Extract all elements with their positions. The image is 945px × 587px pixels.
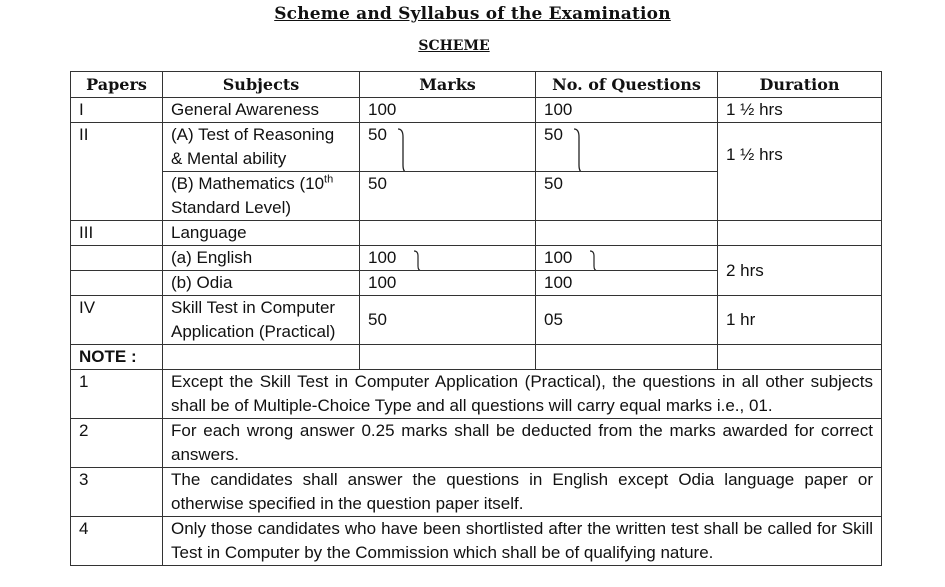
subject-cell bbox=[163, 123, 360, 172]
superscript: th bbox=[324, 173, 334, 186]
marks-value: 100 bbox=[368, 248, 397, 267]
marks-cell bbox=[360, 123, 536, 172]
questions-cell bbox=[536, 123, 718, 172]
questions-cell: 100 bbox=[536, 271, 718, 296]
subject-cell: (b) Odia bbox=[163, 271, 360, 296]
table-row bbox=[71, 98, 882, 123]
questions-cell: 100 bbox=[536, 98, 718, 123]
empty-cell bbox=[360, 345, 536, 370]
header-subjects: Subjects bbox=[163, 72, 360, 98]
note-row bbox=[71, 468, 882, 517]
document-title: Scheme and Syllabus of the Examination bbox=[274, 4, 671, 24]
subject-cell: (a) English bbox=[163, 246, 360, 271]
note-row bbox=[71, 419, 882, 468]
marks-value: 50 bbox=[368, 125, 387, 144]
note-number: 1 bbox=[71, 370, 163, 419]
questions-value: 50 bbox=[544, 125, 563, 144]
empty-cell bbox=[163, 345, 360, 370]
duration-cell: 1 ½ hrs bbox=[718, 98, 882, 123]
subject-cell: Language bbox=[163, 221, 360, 246]
right-brace-icon bbox=[572, 127, 586, 172]
subject-cell: General Awareness bbox=[163, 98, 360, 123]
subject-line: Skill Test in Computer bbox=[171, 298, 336, 317]
paper-cell bbox=[71, 246, 163, 271]
note-row bbox=[71, 517, 882, 566]
marks-cell: 50 bbox=[360, 172, 536, 221]
paper-cell: III bbox=[71, 221, 163, 246]
subject-line: & Mental ability bbox=[171, 149, 287, 168]
duration-cell: 2 hrs bbox=[718, 246, 882, 296]
note-number: 3 bbox=[71, 468, 163, 517]
marks-cell: 100 bbox=[360, 98, 536, 123]
table-row bbox=[71, 221, 882, 246]
table-row bbox=[71, 123, 882, 172]
note-number: 2 bbox=[71, 419, 163, 468]
note-label: NOTE : bbox=[71, 345, 163, 370]
paper-cell bbox=[71, 271, 163, 296]
note-row bbox=[71, 370, 882, 419]
note-text: Only those candidates who have been shortlisted after the written test shall be called for Skill Test in Computer by the Commission which shall be of qualifying nature. bbox=[163, 517, 882, 566]
paper-cell: I bbox=[71, 98, 163, 123]
table-row bbox=[71, 296, 882, 345]
header-row bbox=[71, 72, 882, 98]
questions-value: 100 bbox=[544, 248, 573, 267]
right-brace-icon bbox=[588, 250, 600, 271]
marks-cell: 100 bbox=[360, 271, 536, 296]
questions-cell bbox=[536, 246, 718, 271]
duration-cell: 1 hr bbox=[718, 296, 882, 345]
subject-cell bbox=[163, 172, 360, 221]
subject-line: (A) Test of Reasoning bbox=[171, 125, 335, 144]
empty-cell bbox=[536, 345, 718, 370]
header-questions: No. of Questions bbox=[536, 72, 718, 98]
note-text: The candidates shall answer the questions in English except Odia language paper or otherwise specified in the question paper itself. bbox=[163, 468, 882, 517]
header-papers: Papers bbox=[71, 72, 163, 98]
right-brace-icon bbox=[396, 127, 410, 172]
subject-line: (B) Mathematics (10 bbox=[171, 174, 325, 193]
empty-cell bbox=[718, 345, 882, 370]
questions-cell bbox=[536, 221, 718, 246]
header-marks: Marks bbox=[360, 72, 536, 98]
note-text: Except the Skill Test in Computer Application (Practical), the questions in all other subjects shall be of Multiple-Choice Type and all questions will carry equal marks i.e., 01. bbox=[163, 370, 882, 419]
scheme-table bbox=[70, 71, 882, 566]
note-label-row bbox=[71, 345, 882, 370]
table-row bbox=[71, 246, 882, 271]
questions-cell: 50 bbox=[536, 172, 718, 221]
marks-cell: 50 bbox=[360, 296, 536, 345]
paper-cell: II bbox=[71, 123, 163, 221]
subject-line: Application (Practical) bbox=[171, 322, 336, 341]
subject-cell bbox=[163, 296, 360, 345]
scheme-heading: SCHEME bbox=[418, 38, 490, 54]
right-brace-icon bbox=[412, 250, 424, 271]
note-number: 4 bbox=[71, 517, 163, 566]
duration-cell bbox=[718, 221, 882, 246]
paper-cell: IV bbox=[71, 296, 163, 345]
marks-cell bbox=[360, 246, 536, 271]
note-text: For each wrong answer 0.25 marks shall be deducted from the marks awarded for correct answers. bbox=[163, 419, 882, 468]
header-duration: Duration bbox=[718, 72, 882, 98]
marks-cell bbox=[360, 221, 536, 246]
subject-line: Standard Level) bbox=[171, 198, 292, 217]
questions-cell: 05 bbox=[536, 296, 718, 345]
duration-cell: 1 ½ hrs bbox=[718, 123, 882, 221]
